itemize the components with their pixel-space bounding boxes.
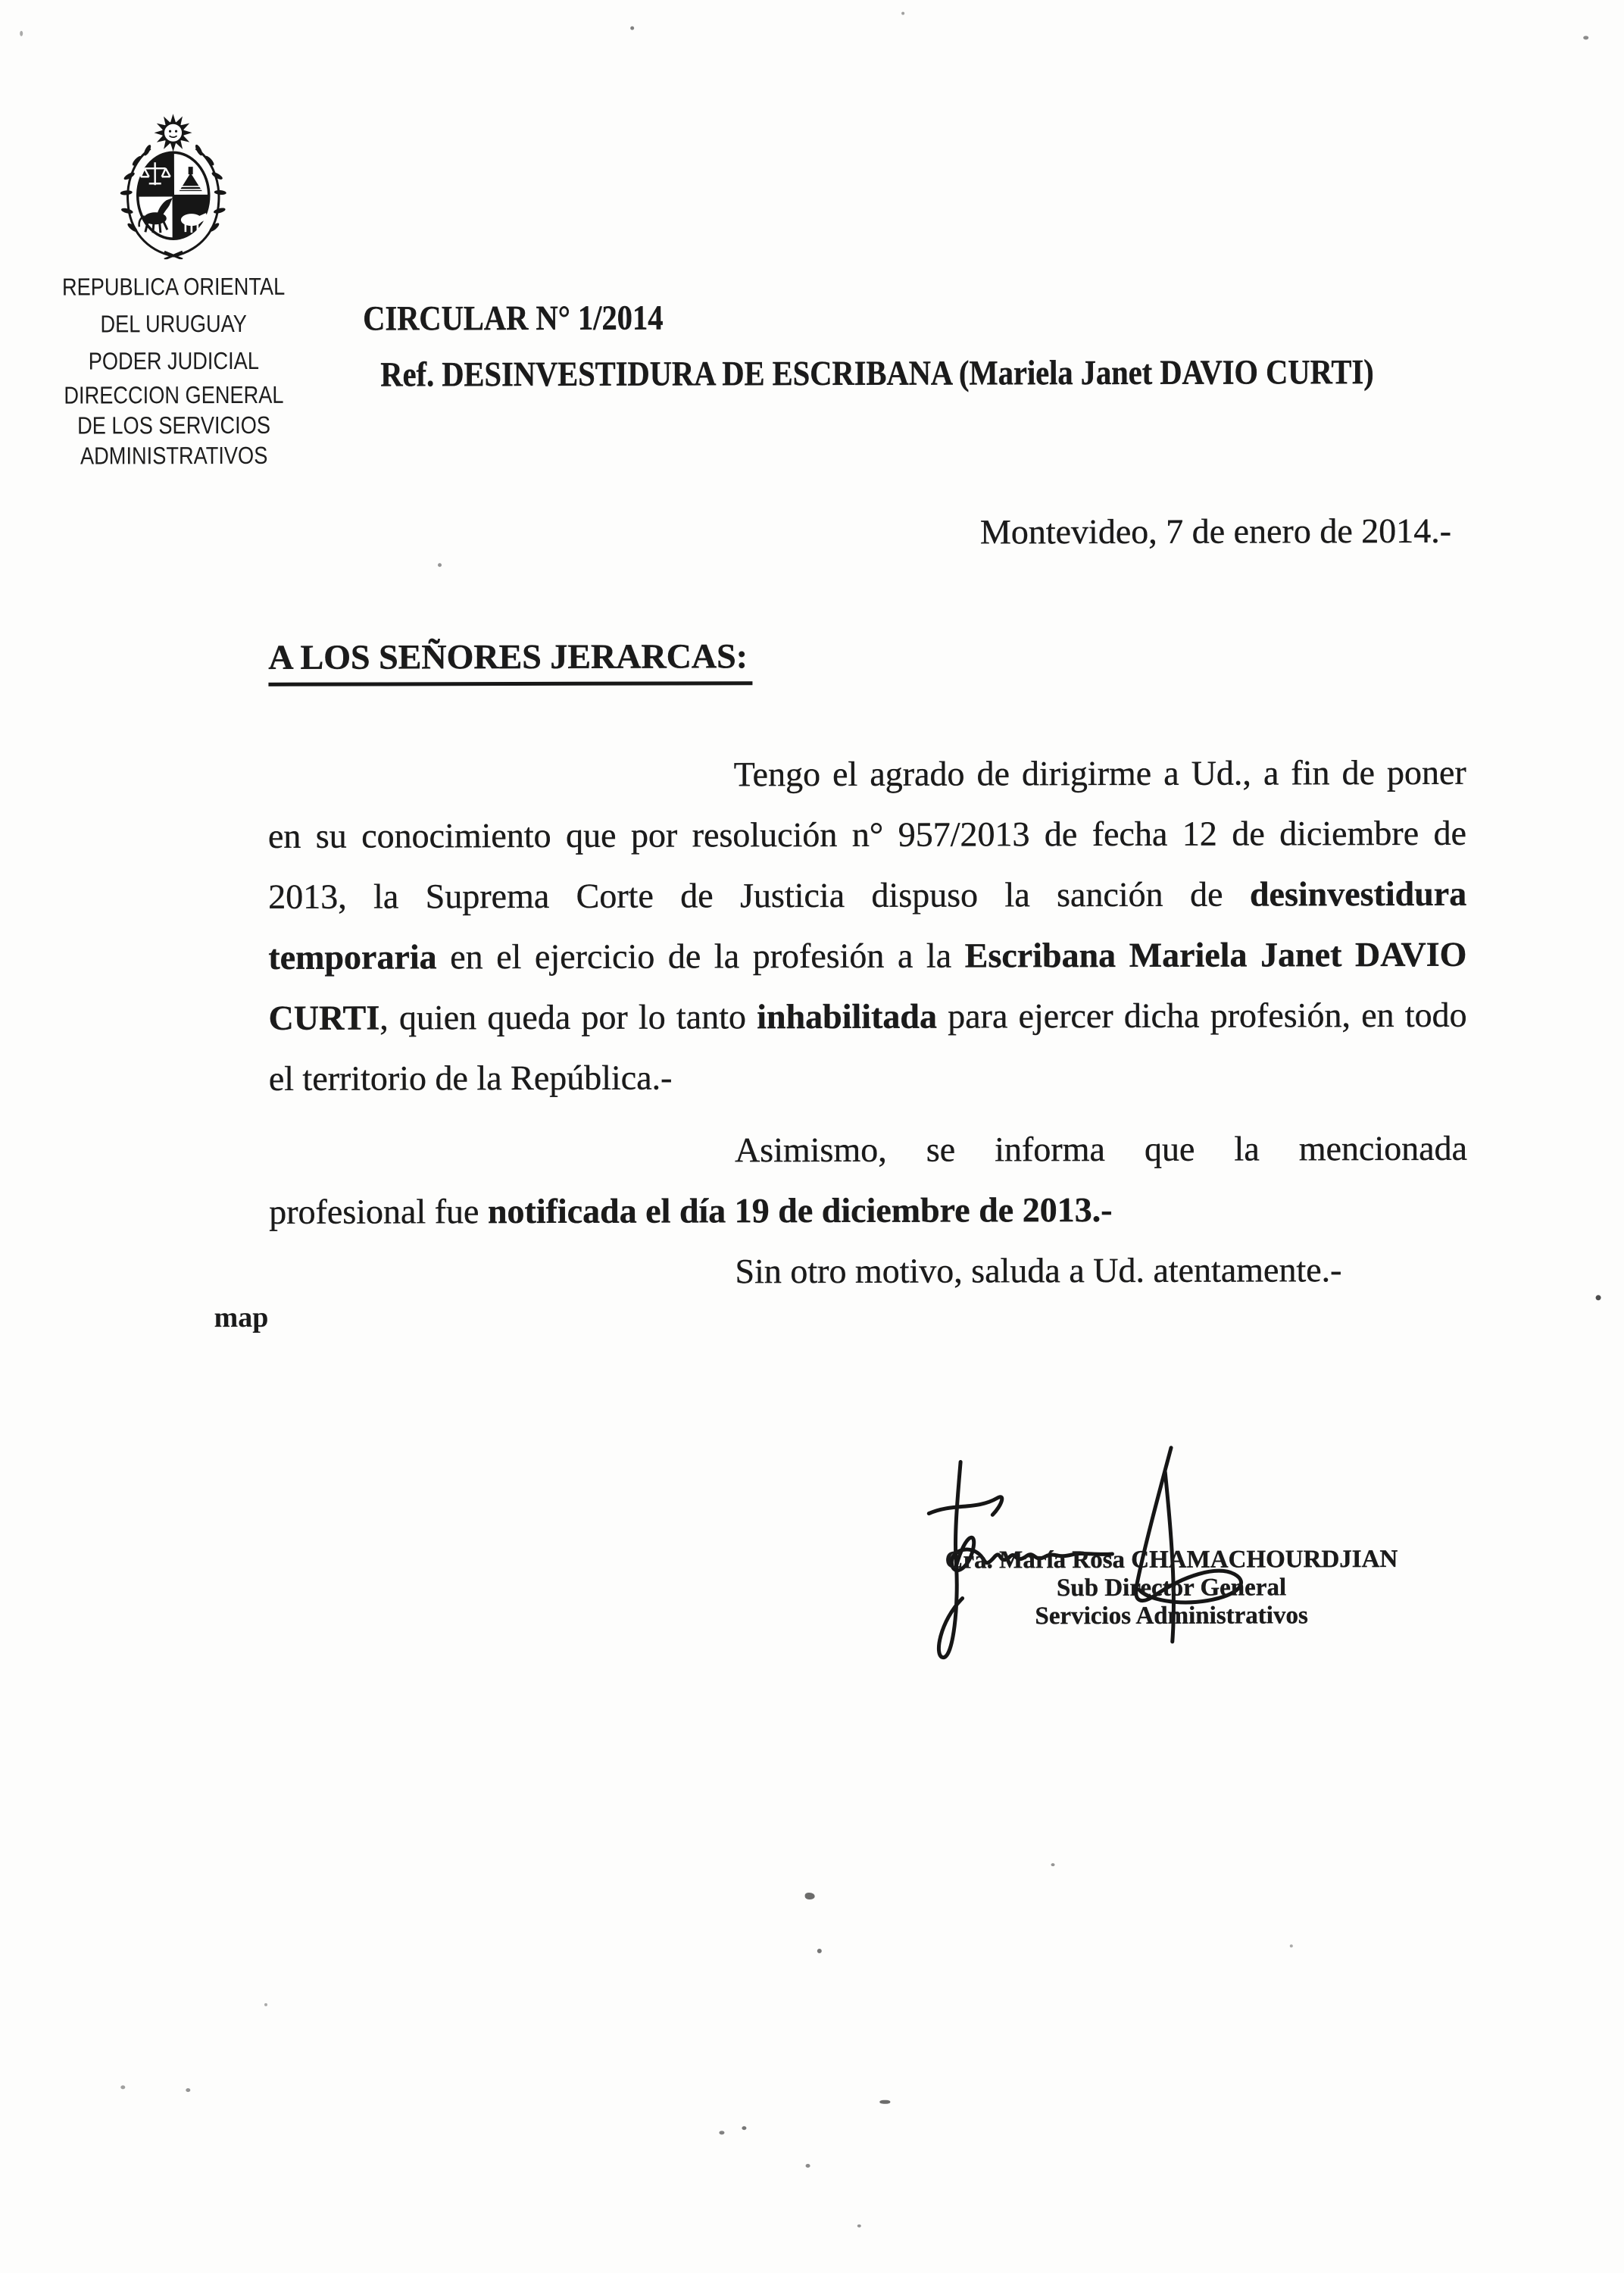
- scan-speckle: [1596, 1295, 1601, 1300]
- scan-speckle: [1051, 1863, 1055, 1866]
- body-line: [268, 924, 1466, 988]
- scan-speckle: [879, 2100, 890, 2104]
- body-paragraph-1: [268, 743, 1467, 1109]
- reference-line: Ref. DESINVESTIDURA DE ESCRIBANA (Mariela Janet DAVIO CURTI): [380, 352, 1374, 394]
- body-line: [269, 1046, 1467, 1109]
- scan-speckle: [742, 2126, 746, 2130]
- scan-speckle: [857, 2225, 861, 2228]
- scan-speckle: [120, 2085, 125, 2089]
- body-paragraph-2: [269, 1118, 1467, 1243]
- signer-department: Servicios Administrativos: [1035, 1602, 1308, 1630]
- body-line: [268, 985, 1466, 1049]
- letterhead-line: DIRECCION GENERAL: [64, 380, 284, 409]
- circular-number-title: CIRCULAR N° 1/2014: [363, 298, 664, 338]
- body-line: [269, 1240, 1467, 1303]
- body-text: el territorio de la República.-: [268, 1058, 673, 1098]
- body-line: [268, 743, 1466, 806]
- scan-speckle: [264, 2003, 267, 2006]
- signer-name: Cra. María Rosa CHAMACHOURDJIAN: [945, 1545, 1398, 1574]
- scan-speckle: [817, 1949, 822, 1953]
- scan-speckle: [901, 12, 904, 15]
- scan-speckle: [806, 2164, 810, 2168]
- dateline: Montevideo, 7 de enero de 2014.-: [979, 511, 1452, 552]
- scan-speckle: [630, 27, 634, 30]
- body-text-bold: CURTI: [268, 998, 380, 1037]
- typist-initials: map: [214, 1301, 269, 1334]
- body-text: en el ejercicio de la profesión a la: [436, 936, 965, 977]
- salutation-line: [268, 635, 752, 686]
- body-text-bold: temporaria: [268, 937, 437, 977]
- salutation: A LOS SEÑORES JERARCAS:: [268, 635, 752, 686]
- signer-role: Sub Director General: [1056, 1574, 1287, 1602]
- signature-block: [868, 1546, 1474, 1631]
- body-text-bold: inhabilitada: [757, 996, 938, 1036]
- body-line: [268, 864, 1466, 927]
- body-text: Asimismo, se informa que la mencionada: [734, 1128, 1468, 1170]
- body-text: para ejercer dicha profesión, en todo: [936, 995, 1467, 1036]
- scan-speckle: [805, 1893, 815, 1899]
- body-line: [269, 1118, 1467, 1182]
- body-line: [269, 1179, 1467, 1243]
- scan-speckle: [1290, 1944, 1293, 1947]
- body-line: [268, 803, 1466, 867]
- body-text-bold: notificada el día 19 de diciembre de 2013.-: [487, 1190, 1113, 1231]
- scan-speckle: [1583, 36, 1588, 39]
- letterhead-line: DE LOS SERVICIOS: [77, 411, 271, 439]
- body-text-bold: Escribana Mariela Janet DAVIO: [964, 934, 1467, 975]
- uruguay-coat-of-arms-icon: [115, 112, 231, 259]
- letterhead: [40, 268, 308, 471]
- body-text: Sin otro motivo, saluda a Ud. atentamente.-: [735, 1250, 1342, 1291]
- scan-speckle: [20, 31, 23, 36]
- scan-speckle: [719, 2131, 724, 2134]
- letterhead-line: PODER JUDICIAL: [88, 346, 259, 375]
- letterhead-line: DEL URUGUAY: [100, 309, 247, 338]
- body-text: , quien queda por lo tanto: [379, 997, 757, 1037]
- body-text: 2013, la Suprema Corte de Justicia dispuso la sanción de: [268, 874, 1250, 916]
- scan-speckle: [186, 2088, 190, 2092]
- body-text: profesional fue: [269, 1192, 488, 1231]
- body-closing: [269, 1240, 1467, 1303]
- scan-speckle: [438, 563, 442, 567]
- letterhead-line: REPUBLICA ORIENTAL: [61, 272, 286, 301]
- letterhead-line: ADMINISTRATIVOS: [80, 441, 268, 470]
- body-text: en su conocimiento que por resolución n° 957/2013 de fecha 12 de diciembre de: [267, 813, 1467, 855]
- body-text: Tengo el agrado de dirigirme a Ud., a fin de poner: [733, 752, 1466, 794]
- letter-body: [268, 743, 1468, 1303]
- body-text-bold: desinvestidura: [1249, 874, 1467, 914]
